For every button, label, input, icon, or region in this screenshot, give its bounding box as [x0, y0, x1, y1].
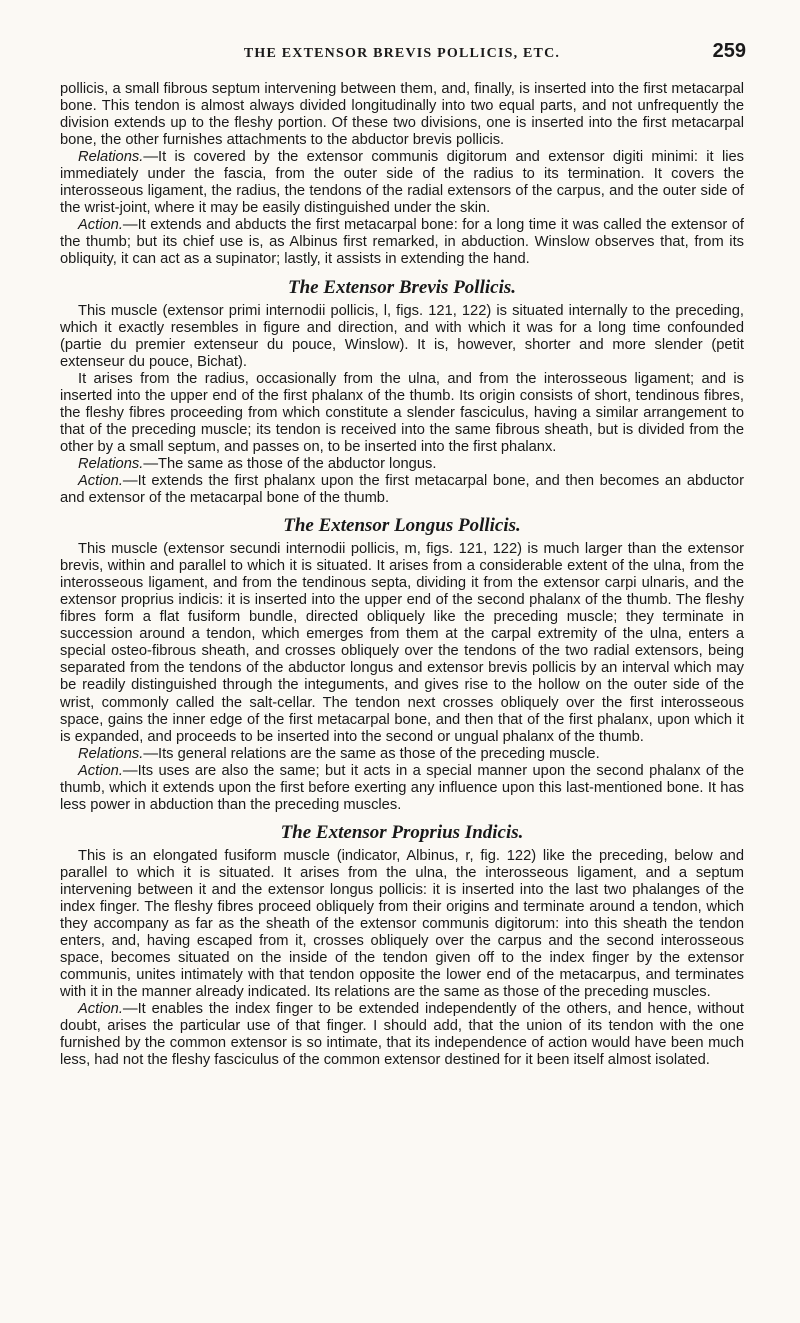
continuation-paragraph: pollicis, a small fibrous septum intervening between them, and, finally, is inserted into the first metacarpal bone. This tendon is almost always divided longitudinally into two equal parts, and not unfrequently the division extends up to the fleshy portion. Of these two divisions, one is inserted into the first metacarpal bone, the other furnishes attachments to the abductor brevis pollicis.	[60, 81, 744, 149]
paragraph-label: Action.	[78, 1001, 123, 1018]
section-extensor-longus-pollicis	[60, 515, 744, 814]
running-head: THE EXTENSOR BREVIS POLLICIS, ETC.	[243, 46, 561, 61]
section-heading: The Extensor Proprius Indicis.	[280, 821, 524, 843]
action-text: —It extends and abducts the first metacarpal bone: for a long time it was called the extensor of the thumb; but its chief use is, as Albinus first remarked, in abduction. Winslow observes that, from its obliquity, it can act as a supinator; lastly, it assists in extending the hand.	[60, 217, 744, 268]
section-heading: The Extensor Longus Pollicis.	[283, 515, 521, 537]
paragraph	[60, 746, 744, 763]
relations-paragraph	[60, 149, 744, 217]
paragraph-text: —It extends the first phalanx upon the first metacarpal bone, and then becomes an abductor and extensor of the metacarpal bone of the thumb.	[60, 472, 744, 507]
paragraph-label: Action.	[78, 472, 123, 489]
section-extensor-brevis-pollicis	[60, 277, 744, 508]
section-extensor-proprius-indicis	[60, 822, 744, 1070]
paragraph-text: This muscle (extensor primi internodii pollicis, l, figs. 121, 122) is situated internally to the preceding, which it exactly resembles in figure and direction, and with which it was for a long time confounded (partie du premier extenseur du pouce, Winslow). It is, however, shorter and more slender (petit extenseur du pouce, Bichat).	[60, 302, 744, 370]
paragraph	[60, 371, 744, 456]
paragraph-text: —Its general relations are the same as those of the preceding muscle.	[143, 745, 600, 762]
paragraph-label: Relations.	[78, 745, 144, 762]
paragraph	[60, 848, 744, 1001]
paragraph-text: —Its uses are also the same; but it acts in a special manner upon the second phalanx of the thumb, which it extends upon the first before exerting any influence upon this last-mentioned bone. It has less power in abduction than the preceding muscles.	[60, 762, 744, 813]
paragraph-label: Relations.	[78, 455, 144, 472]
relations-label: Relations.	[78, 149, 144, 166]
section-heading: The Extensor Brevis Pollicis.	[288, 276, 516, 298]
paragraph	[60, 473, 744, 507]
paragraph	[60, 456, 744, 473]
action-label: Action.	[78, 217, 123, 234]
paragraph	[60, 303, 744, 371]
paragraph-text: —The same as those of the abductor longus.	[143, 455, 437, 472]
paragraph-text: This muscle (extensor secundi internodii pollicis, m, figs. 121, 122) is much larger than the extensor brevis, within and parallel to which it is situated. It arises from a considerable extent of the ulna, from the interosseous ligament, and from the tendinous septa, dividing it from the extensor carpi ulnaris, and the extensor proprius indicis: it is inserted into the upper end of the second phalanx of the thumb. The fleshy fibres form a flat fusiform bundle, directed obliquely like the preceding muscle; they terminate in succession around a tendon, which emerges from them at the carpal extremity of the ulna, enters a special osteo-fibrous sheath, and crosses obliquely over the tendons of the two radial extensors, being separated from the tendons of the abductor longus and extensor brevis pollicis by an interval which may be readily distinguished through the integuments, and gives rise to the hollow on the outer side of the wrist, commonly called the salt-cellar. The tendon next crosses obliquely over the first interosseous space, gains the inner edge of the first metacarpal bone, and then that of the first phalanx, upon which it is expanded, and proceeds to be inserted into the second or ungual phalanx of the thumb.	[60, 541, 744, 745]
paragraph-text: This is an elongated fusiform muscle (indicator, Albinus, r, fig. 122) like the preceding, below and parallel to which it is situated. It arises from the ulna, the interosseous ligament, and a septum intervening between it and the extensor longus pollicis: it is inserted into the last two phalanges of the index finger. The fleshy fibres proceed obliquely from their origins and terminate around a tendon, which they accompany as far as the sheath of the extensor communis digitorum: into this sheath the tendon enters, and, having escaped from it, crosses obliquely over the carpus and the second interosseous space, becomes situated on the inside of the tendon given off to the index finger by the extensor communis, unites intimately with that tendon opposite the lower end of the metacarpus, and terminates with it in the manner already indicated. Its relations are the same as those of the preceding muscles.	[60, 847, 744, 1001]
page-body	[60, 81, 744, 1069]
relations-text: —It is covered by the extensor communis digitorum and extensor digiti minimi: it lies immediately under the fascia, from the outer side of the radius to its termination. It covers the interosseous ligament, the radius, the tendons of the radial extensors of the carpus, and the outer side of the wrist-joint, where it may be easily distinguished under the skin.	[60, 149, 744, 217]
paragraph	[60, 541, 744, 746]
page-number: 259	[712, 40, 746, 62]
action-paragraph	[60, 217, 744, 268]
paragraph	[60, 1001, 744, 1069]
paragraph	[60, 763, 744, 814]
paragraph-label: Action.	[78, 762, 123, 779]
paragraph-text: —It enables the index finger to be extended independently of the others, and hence, without doubt, arises the particular use of that finger. I should add, that the union of its tendon with the one furnished by the common extensor is so intimate, that its independence of action would have been much less, had not the fleshy fasciculus of the common extensor destined for it been itself almost isolated.	[60, 1001, 744, 1069]
page-header	[58, 38, 746, 66]
paragraph-text: It arises from the radius, occasionally from the ulna, and from the interosseous ligament; and is inserted into the upper end of the first phalanx of the thumb. Its origin consists of short, tendinous fibres, the fleshy fibres proceeding from which constitute a slender fasciculus, having a similar arrangement to that of the preceding muscle; its tendon is received into the same fibrous sheath, but is divided from the other by a small septum, and passes on, to be inserted into the first phalanx.	[60, 370, 744, 455]
